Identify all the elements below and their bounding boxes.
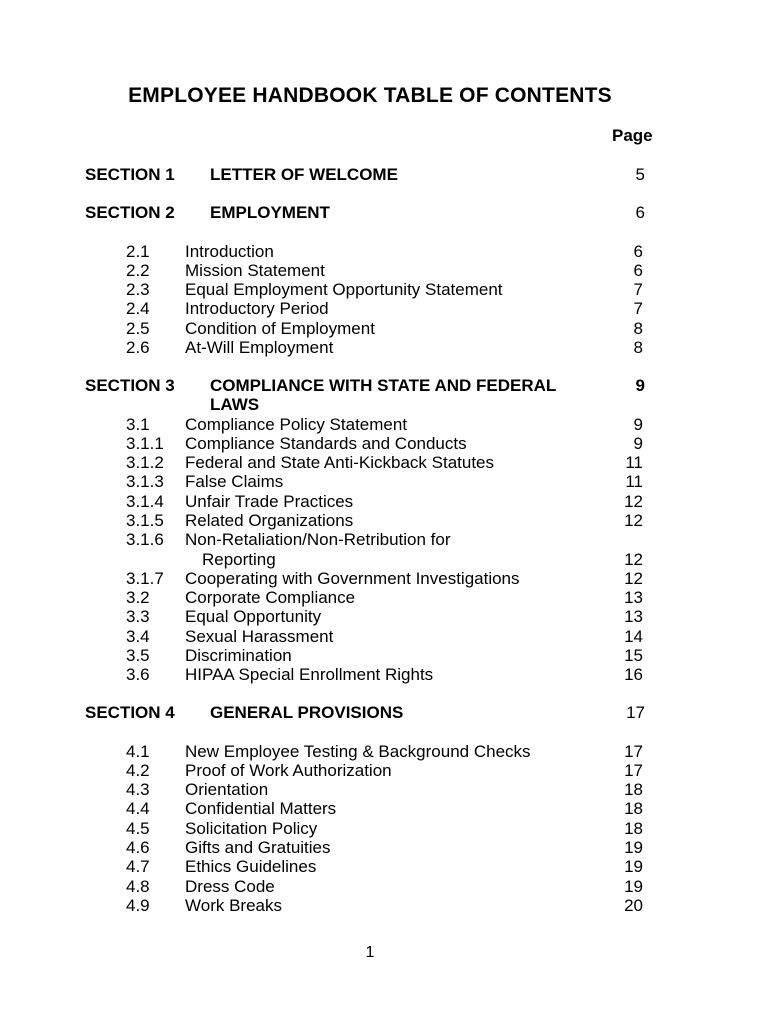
section-heading xyxy=(0,165,770,185)
section-heading-continuation xyxy=(0,395,770,415)
toc-entry xyxy=(0,492,770,512)
entry-number: 3.1.5 xyxy=(126,511,164,530)
entry-page-number: 19 xyxy=(624,857,643,876)
entry-title: Sexual Harassment xyxy=(185,627,334,646)
entry-page-number: 9 xyxy=(633,434,643,453)
entry-number: 3.1 xyxy=(126,415,150,434)
entry-number: 4.3 xyxy=(126,780,150,799)
toc-entry xyxy=(0,646,770,666)
entry-title: Equal Opportunity xyxy=(185,607,322,626)
toc-entry xyxy=(0,261,770,281)
entry-number: 4.4 xyxy=(126,799,150,818)
entry-number: 4.7 xyxy=(126,857,150,876)
toc-entry xyxy=(0,780,770,800)
entry-number: 3.2 xyxy=(126,588,150,607)
entry-page-number: 18 xyxy=(624,819,643,838)
entry-number: 2.5 xyxy=(126,319,150,338)
section-page-number: 9 xyxy=(635,376,645,395)
entry-title: Non-Retaliation/Non-Retribution for xyxy=(185,530,451,549)
entry-title: Compliance Standards and Conducts xyxy=(185,434,467,453)
section-heading xyxy=(0,376,770,396)
entry-page-number: 11 xyxy=(625,453,643,472)
toc-entry xyxy=(0,819,770,839)
entry-page-number: 6 xyxy=(633,261,643,280)
toc-entry xyxy=(0,299,770,319)
entry-title: Condition of Employment xyxy=(185,319,375,338)
entry-title-continued: Reporting xyxy=(202,550,276,569)
entry-title: Dress Code xyxy=(185,877,275,896)
entry-number: 2.4 xyxy=(126,299,150,318)
toc-entry xyxy=(0,665,770,685)
entry-page-number: 6 xyxy=(633,242,643,261)
entry-number: 4.2 xyxy=(126,761,150,780)
toc-entry xyxy=(0,588,770,608)
toc-entry xyxy=(0,511,770,531)
section-label: SECTION 3 xyxy=(85,376,175,395)
entry-title: Cooperating with Government Investigations xyxy=(185,569,520,588)
entry-title: Unfair Trade Practices xyxy=(185,492,354,511)
toc-entry xyxy=(0,453,770,473)
entry-number: 2.1 xyxy=(126,242,150,261)
toc-entry xyxy=(0,569,770,589)
toc-entry xyxy=(0,280,770,300)
entry-page-number: 17 xyxy=(624,742,643,761)
toc-entry xyxy=(0,472,770,492)
entry-number: 4.6 xyxy=(126,838,150,857)
entry-number: 3.6 xyxy=(126,665,150,684)
entry-title: HIPAA Special Enrollment Rights xyxy=(185,665,434,684)
entry-title: Related Organizations xyxy=(185,511,354,530)
entry-page-number: 8 xyxy=(633,319,643,338)
entry-page-number: 8 xyxy=(633,338,643,357)
toc-entry xyxy=(0,627,770,647)
entry-number: 4.1 xyxy=(126,742,150,761)
toc-entry xyxy=(0,530,770,550)
entry-number: 3.5 xyxy=(126,646,150,665)
entry-number: 3.1.7 xyxy=(126,569,164,588)
section-title: GENERAL PROVISIONS xyxy=(210,703,404,722)
entry-page-number: 14 xyxy=(624,627,643,646)
entry-page-number: 12 xyxy=(624,550,643,569)
entry-title: Proof of Work Authorization xyxy=(185,761,392,780)
entry-number: 3.4 xyxy=(126,627,150,646)
toc-entry xyxy=(0,857,770,877)
entry-title: Work Breaks xyxy=(185,896,282,915)
toc-entry xyxy=(0,338,770,358)
toc-entry xyxy=(0,242,770,262)
entry-title: Solicitation Policy xyxy=(185,819,318,838)
section-title: EMPLOYMENT xyxy=(210,203,330,222)
entry-number: 3.3 xyxy=(126,607,150,626)
toc-entry xyxy=(0,799,770,819)
section-title-continued: LAWS xyxy=(210,395,260,414)
section-label: SECTION 2 xyxy=(85,203,175,222)
entry-number: 3.1.1 xyxy=(126,434,164,453)
entry-number: 2.2 xyxy=(126,261,150,280)
entry-page-number: 13 xyxy=(624,607,643,626)
section-page-number: 6 xyxy=(635,203,645,222)
page-title: EMPLOYEE HANDBOOK TABLE OF CONTENTS xyxy=(128,84,612,107)
entry-title: Confidential Matters xyxy=(185,799,337,818)
entry-title: Introduction xyxy=(185,242,274,261)
entry-title: Federal and State Anti-Kickback Statutes xyxy=(185,453,495,472)
toc-entry xyxy=(0,877,770,897)
entry-title: Equal Employment Opportunity Statement xyxy=(185,280,503,299)
entry-number: 3.1.4 xyxy=(126,492,164,511)
entry-page-number: 19 xyxy=(624,838,643,857)
toc-entry xyxy=(0,742,770,762)
entry-title: Mission Statement xyxy=(185,261,325,280)
entry-number: 4.5 xyxy=(126,819,150,838)
toc-entry xyxy=(0,319,770,339)
entry-title: At-Will Employment xyxy=(185,338,334,357)
entry-page-number: 9 xyxy=(633,415,643,434)
entry-title: Corporate Compliance xyxy=(185,588,356,607)
entry-title: Discrimination xyxy=(185,646,292,665)
section-page-number: 17 xyxy=(626,703,645,722)
toc-entry xyxy=(0,761,770,781)
entry-number: 4.9 xyxy=(126,896,150,915)
entry-number: 3.1.6 xyxy=(126,530,164,549)
entry-page-number: 11 xyxy=(625,472,643,491)
entry-title: New Employee Testing & Background Checks xyxy=(185,742,531,761)
entry-title: Introductory Period xyxy=(185,299,329,318)
toc-entry xyxy=(0,415,770,435)
entry-page-number: 12 xyxy=(624,511,643,530)
entry-page-number: 13 xyxy=(624,588,643,607)
section-label: SECTION 4 xyxy=(85,703,175,722)
entry-page-number: 20 xyxy=(624,896,643,915)
section-title: COMPLIANCE WITH STATE AND FEDERAL xyxy=(210,376,557,395)
toc-entry-continuation xyxy=(0,550,770,570)
entry-title: Compliance Policy Statement xyxy=(185,415,408,434)
entry-number: 2.3 xyxy=(126,280,150,299)
entry-page-number: 16 xyxy=(624,665,643,684)
entry-title: Gifts and Gratuities xyxy=(185,838,331,857)
entry-title: False Claims xyxy=(185,472,284,491)
entry-number: 4.8 xyxy=(126,877,150,896)
entry-page-number: 17 xyxy=(624,761,643,780)
section-label: SECTION 1 xyxy=(85,165,175,184)
page-number: 1 xyxy=(365,944,375,961)
entry-page-number: 12 xyxy=(624,569,643,588)
entry-title: Orientation xyxy=(185,780,269,799)
entry-number: 2.6 xyxy=(126,338,150,357)
entry-page-number: 7 xyxy=(633,299,643,318)
entry-title: Ethics Guidelines xyxy=(185,857,317,876)
entry-page-number: 18 xyxy=(624,780,643,799)
entry-number: 3.1.2 xyxy=(126,453,164,472)
entry-number: 3.1.3 xyxy=(126,472,164,491)
entry-page-number: 19 xyxy=(624,877,643,896)
entry-page-number: 12 xyxy=(624,492,643,511)
entry-page-number: 18 xyxy=(624,799,643,818)
section-page-number: 5 xyxy=(635,165,645,184)
section-heading xyxy=(0,203,770,223)
section-heading xyxy=(0,703,770,723)
entry-page-number: 15 xyxy=(624,646,643,665)
toc-entry xyxy=(0,607,770,627)
section-title: LETTER OF WELCOME xyxy=(210,165,398,184)
toc-entry xyxy=(0,434,770,454)
toc-entry xyxy=(0,896,770,916)
entry-page-number: 7 xyxy=(633,280,643,299)
toc-entry xyxy=(0,838,770,858)
page-column-header: Page xyxy=(612,126,653,145)
